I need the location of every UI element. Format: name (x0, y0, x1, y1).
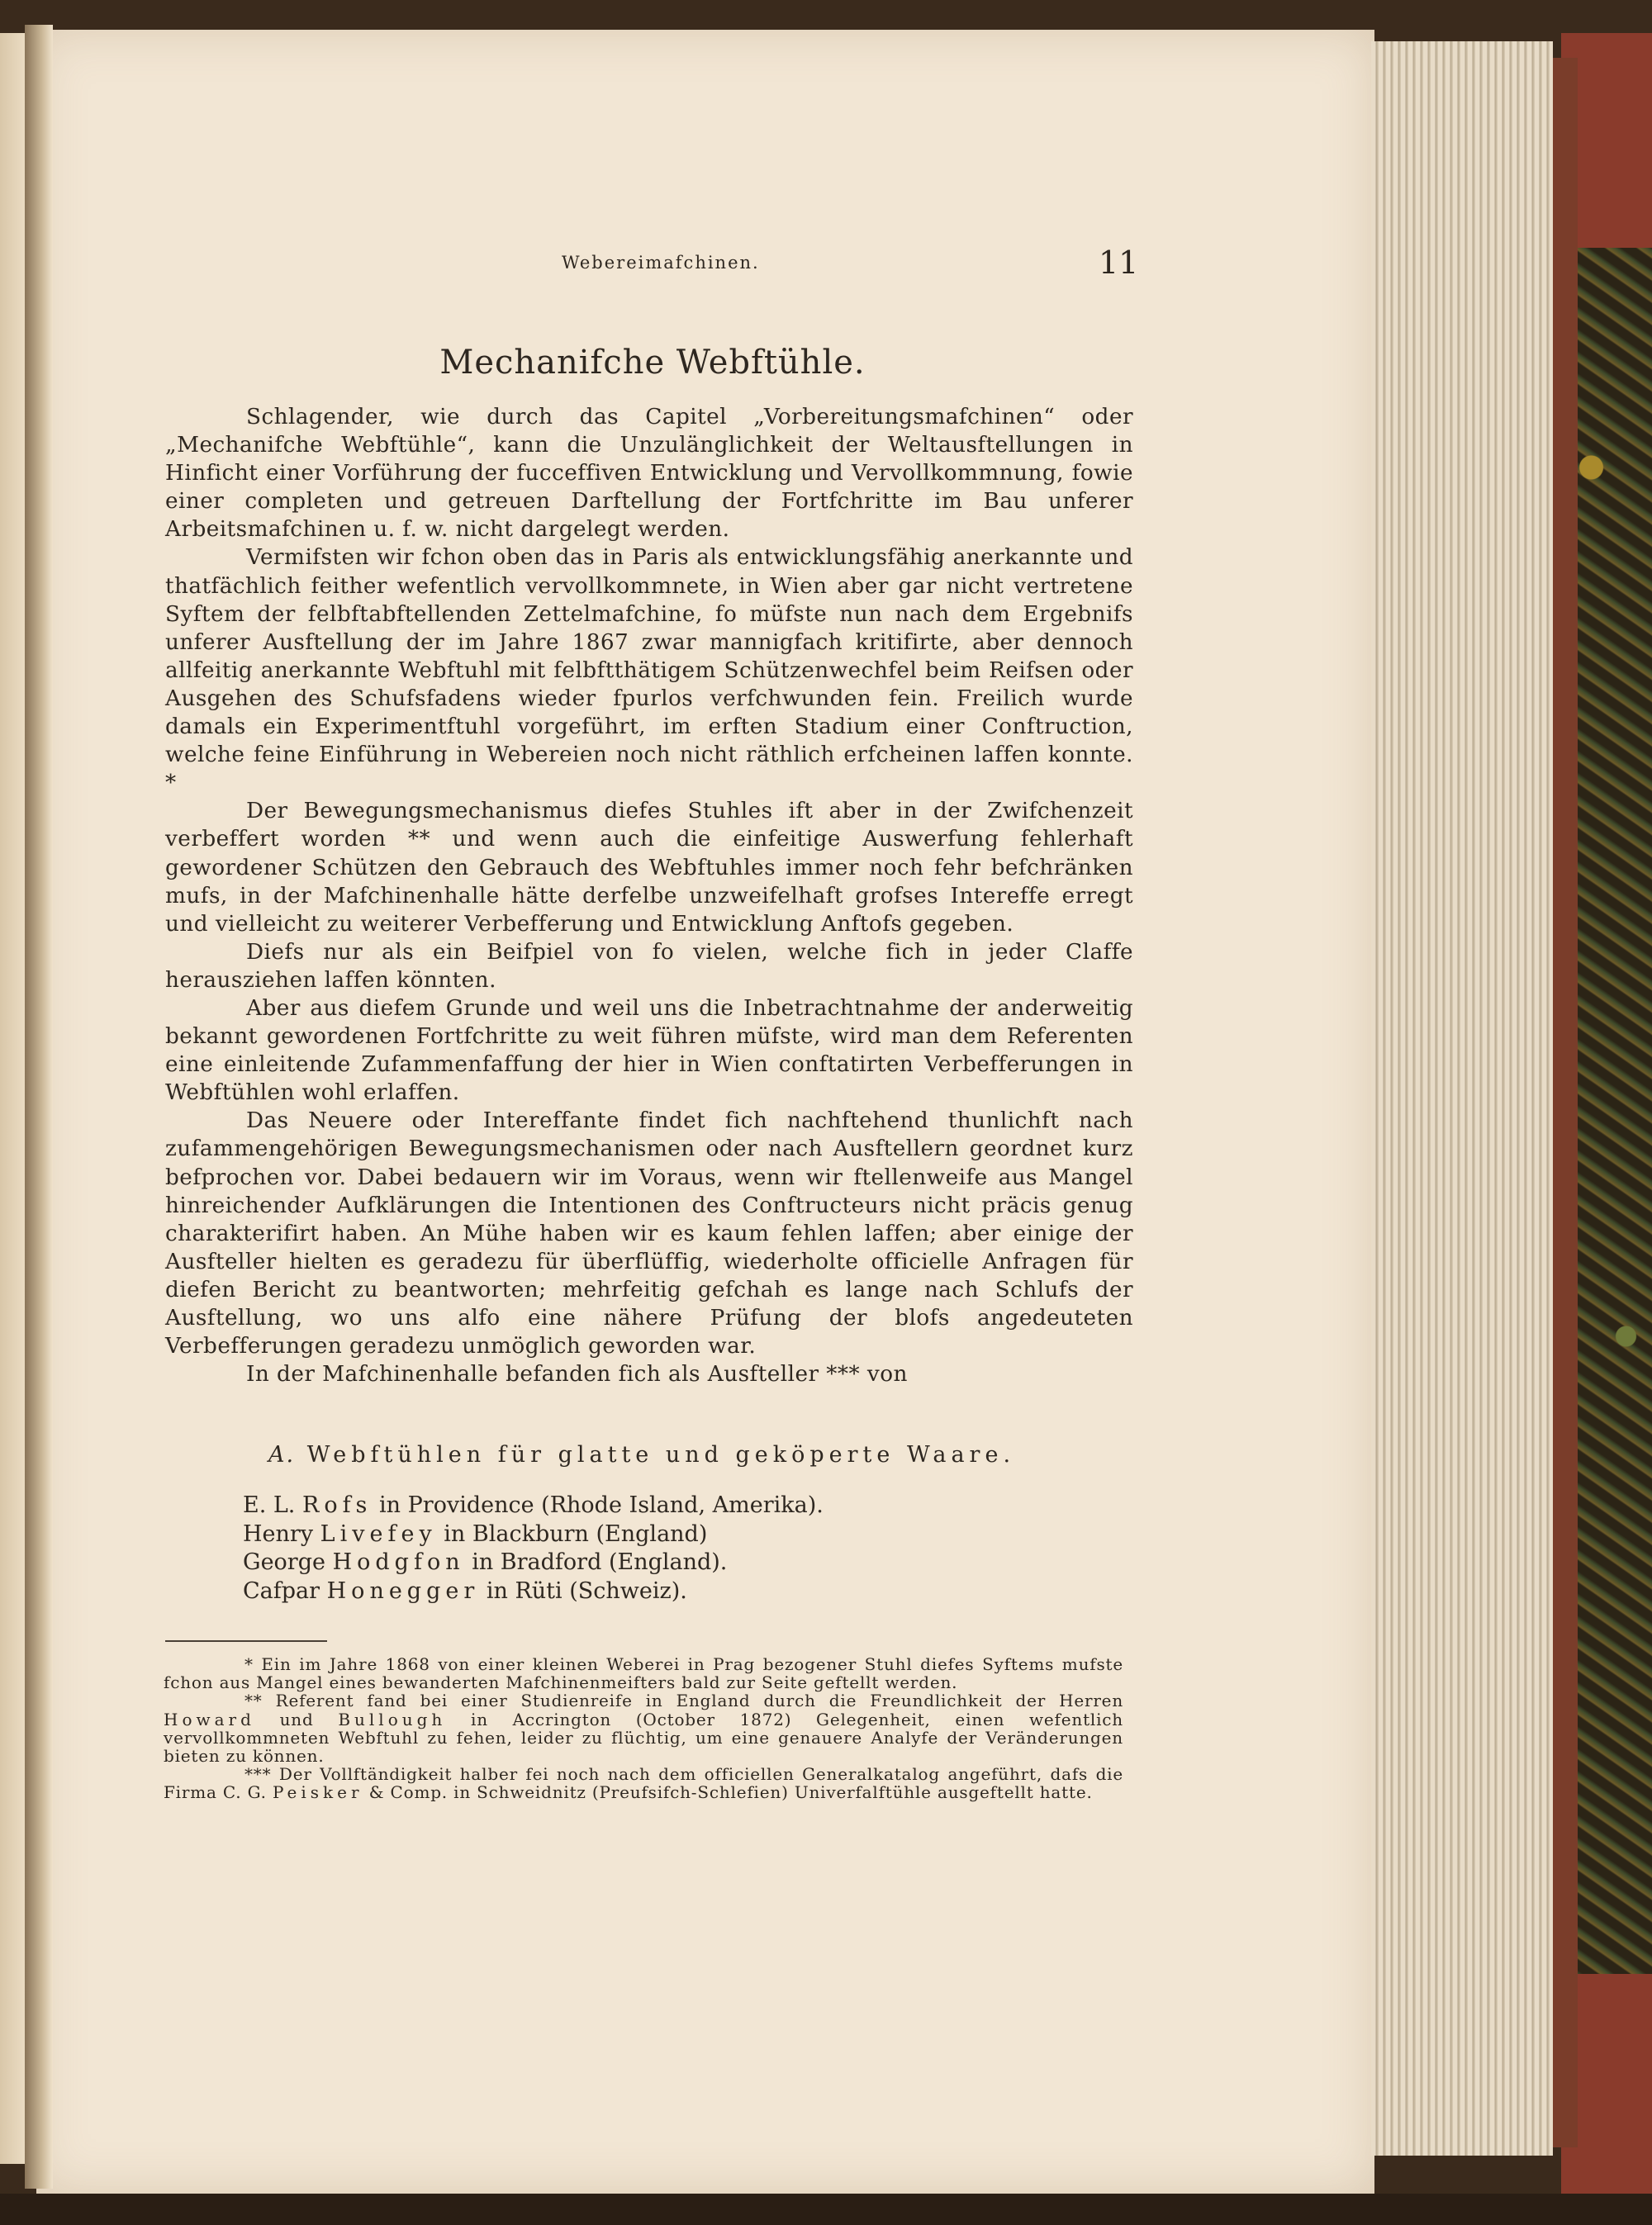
body-text (165, 403, 1133, 1388)
exhibitor-name: Livefey (320, 1520, 437, 1547)
exhibitor-name: Hodgfon (332, 1549, 465, 1575)
section-heading (268, 1442, 1015, 1468)
exhibitor-list (243, 1492, 824, 1606)
footnote: ** Referent fand bei einer Studienreife in England durch die Freundlichkeit der Herren Howard und Bullough in Accrington (October 1872) Gelegenheit, einen wefentlich vervollkommneten Webftuhl zu fehen, leider zu flüchtig, um eine genauere Analyfe der Veränderungen bieten zu können. (164, 1691, 1123, 1767)
exhibitor-entry: E. L. Rofs in Providence (Rhode Island, Amerika). (243, 1492, 824, 1518)
chapter-title: Mechanifche Webftühle. (439, 344, 866, 382)
paragraph: Vermifsten wir fchon oben das in Paris als entwicklungsfähig anerkannte und thatfächlich feither wefentlich vervollkommnete, in Wien aber gar nicht vertretene Syftem der felbftabftellenden Zettelmafchine, fo müfste nun nach dem Ergebnifs unferer Ausftellung der im Jahre 1867 zwar mannigfach kritifirte, aber dennoch allfeitig anerkannte Webftuhl mit felbftthätigem Schützenwechfel beim Reifsen oder Ausgehen des Schufsfadens wieder fpurlos verfchwunden fein. Freilich wurde damals ein Experimentftuhl vorgeführt, im erften Stadium einer Conftruction, welche feine Einführung in Webereien noch nicht räthlich erfcheinen laffen konnte. * (165, 545, 1133, 796)
cover-inner-edge (1553, 58, 1578, 2147)
paragraph: Diefs nur als ein Beifpiel von fo vielen, welche fich in jeder Claffe herausziehen laffen könnten. (165, 939, 1133, 993)
section-title: Webftühlen für glatte und geköperte Waare. (306, 1442, 1016, 1468)
book-gutter (25, 25, 53, 2189)
page-block-edges (1371, 41, 1553, 2156)
exhibitor-name: Honegger (326, 1577, 480, 1604)
scan-top-edge (0, 0, 1652, 33)
paragraph: Aber aus diefem Grunde und weil uns die Inbetrachtnahme der anderweitig bekannt gewordenen Fortfchritte zu weit führen müfste, wird man dem Referenten eine einleitende Zufammenfaffung der hier in Wien conftatirten Verbefferungen in Webftühlen wohl erlaffen. (165, 995, 1133, 1106)
exhibitor-entry: Cafpar Honegger in Rüti (Schweiz). (243, 1577, 687, 1604)
footnote-separator (165, 1640, 327, 1642)
footnote: *** Der Vollftändigkeit halber fei noch nach dem officiellen Generalkatalog angeführt, dafs die Firma C. G. Peisker & Comp. in Schweidnitz (Preufsifch-Schlefien) Univerfalftühle ausgeftellt hatte. (164, 1764, 1123, 1803)
footnote: * Ein im Jahre 1868 von einer kleinen Weberei in Prag bezogener Stuhl diefes Syftems mufste fchon aus Mangel eines bewanderten Mafchinenmeifters bald zur Seite geftellt werden. (164, 1654, 1123, 1693)
marbled-cover-board (1565, 33, 1652, 2205)
exhibitor-entry: George Hodgfon in Bradford (England). (243, 1549, 728, 1575)
paragraph: Das Neuere oder Intereffante findet fich nachftehend thunlichft nach zufammengehörigen Bewegungsmechanismen oder nach Ausftellern geordnet kurz befprochen vor. Dabei bedauern wir im Voraus, wenn wir ftellenweife aus Mangel hinreichender Aufklärungen die Intentionen des Conftructeurs nicht präcis genug charakterifirt haben. An Mühe haben wir es kaum fehlen laffen; aber einige der Ausfteller hielten es geradezu für überflüffig, wiederholte officielle Anfragen für diefen Bericht zu beantworten; mehrfeitig gefchah es lange nach Schlufs der Ausftellung, wo uns alfo eine nähere Prüfung der blofs angedeuteten Verbefferungen geradezu unmöglich geworden war. (165, 1108, 1133, 1359)
exhibitor-entry: Henry Livefey in Blackburn (England) (243, 1520, 708, 1547)
paragraph: Schlagender, wie durch das Capitel „Vorbereitungsmafchinen“ oder „Mechanifche Webftühle“, kann die Unzulänglichkeit der Weltausftellungen in Hinficht einer Vorführung der fucceffiven Entwicklung und Vervollkommnung, fowie einer completen und getreuen Darftellung der Fortfchritte im Bau unferer Arbeitsmafchinen u. f. w. nicht dargelegt werden. (165, 405, 1133, 543)
exhibitor-name: Rofs (301, 1492, 373, 1518)
page-number: 11 (1099, 244, 1139, 281)
footnotes (164, 1655, 1123, 1802)
paragraph: Der Bewegungsmechanismus diefes Stuhles ift aber in der Zwifchenzeit verbeffert worden ** und wenn auch die einfeitige Auswerfung fehlerhaft gewordener Schützen den Gebrauch des Webftuhles immer noch fehr befchränken mufs, in der Mafchinenhalle hätte derfelbe unzweifelhaft grofses Intereffe erregt und vielleicht zu weiterer Verbefferung und Entwicklung Anftofs gegeben. (165, 799, 1133, 937)
running-head: Webereimafchinen. (562, 253, 760, 273)
scan-bottom-edge (0, 2194, 1652, 2225)
section-letter: A. (268, 1442, 296, 1468)
paragraph: In der Mafchinenhalle befanden fich als Ausfteller *** von (246, 1362, 908, 1388)
